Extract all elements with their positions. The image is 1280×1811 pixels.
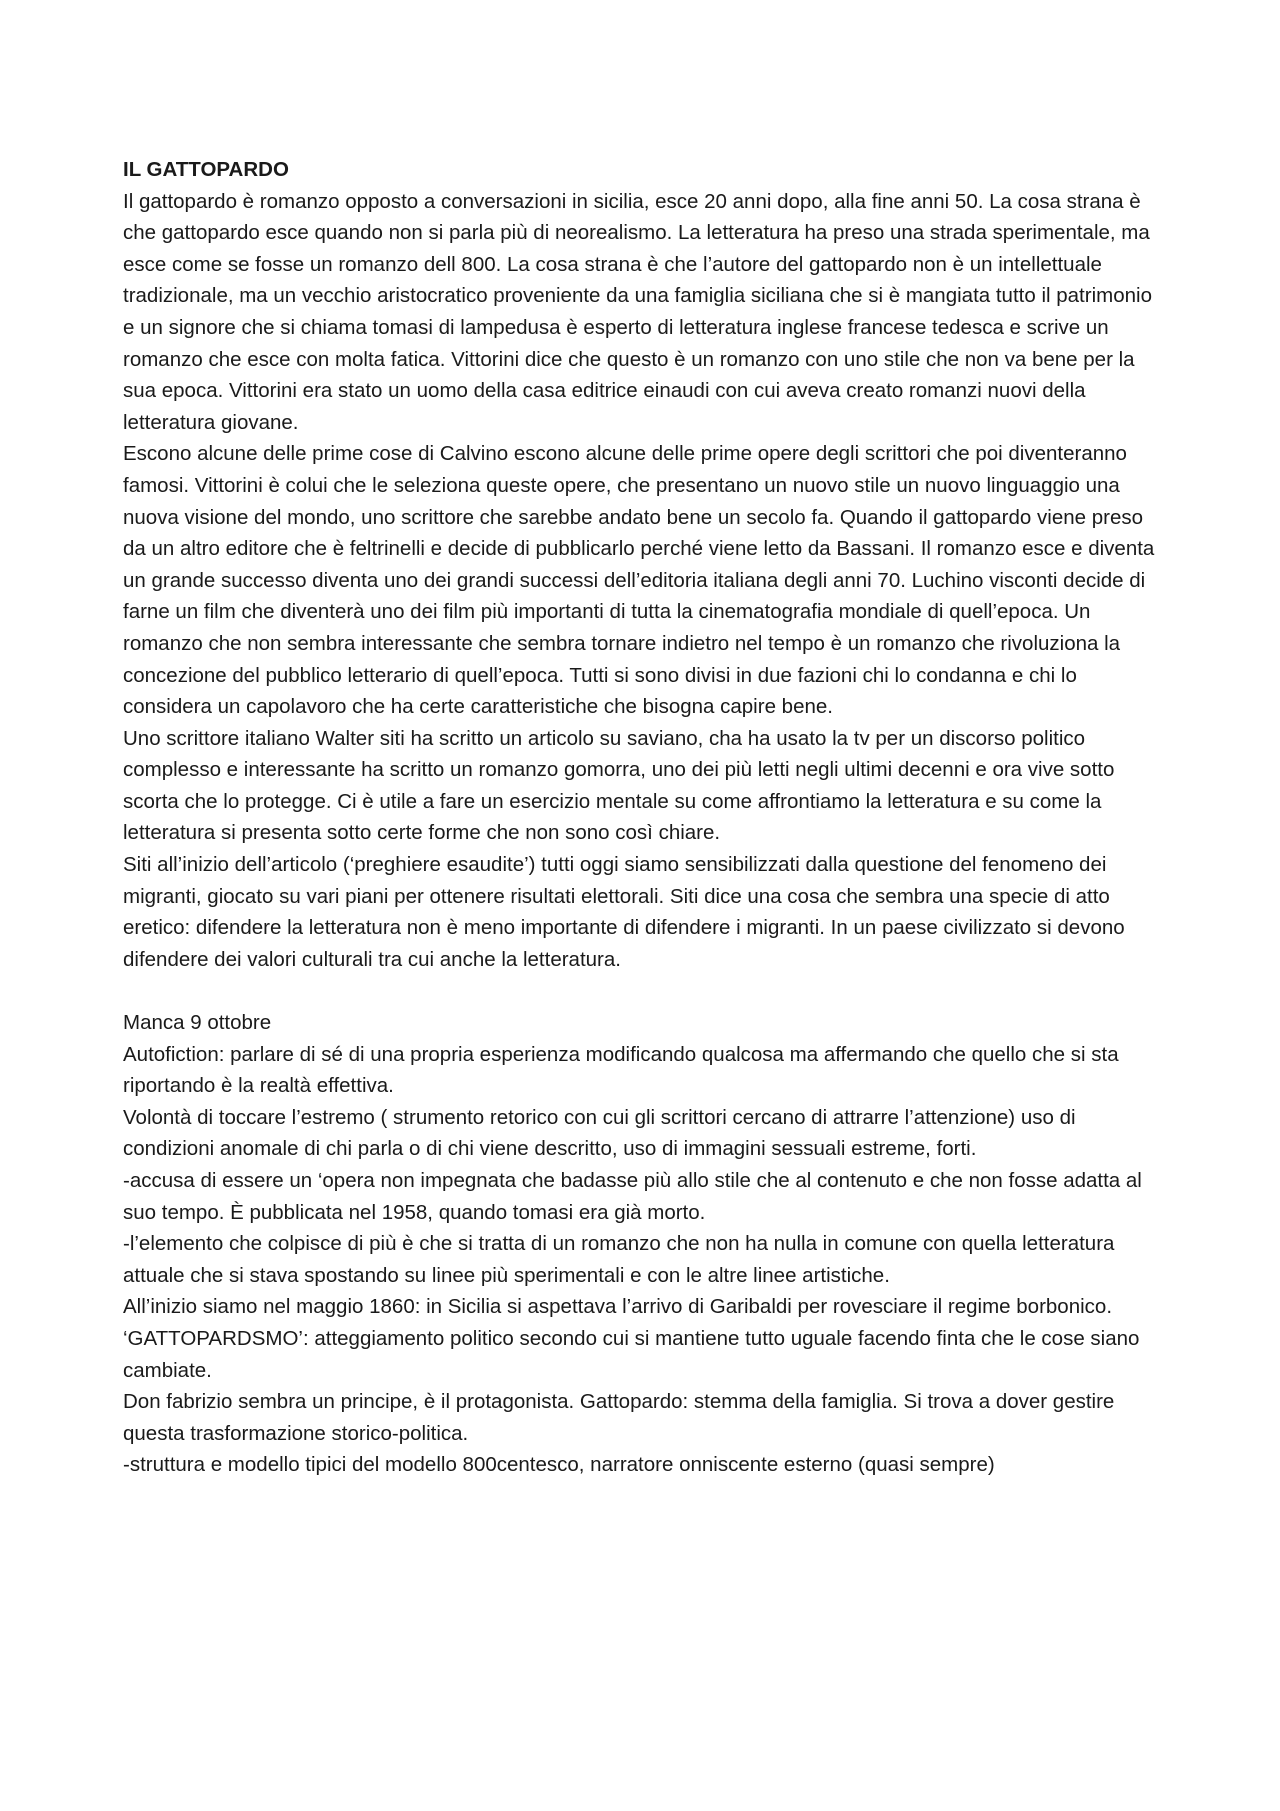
- paragraph: Siti all’inizio dell’articolo (‘preghiere esaudite’) tutti oggi siamo sensibilizzati dalla questione del fenomeno dei migranti, giocato su vari piani per ottenere risultati elettorali. Siti dice una cosa che sembra una specie di atto eretico: difendere la letteratura non è meno importante di difendere i migranti. In un paese civilizzato si devono difendere dei valori culturali tra cui anche la letteratura.: [123, 853, 1125, 971]
- paragraph: Uno scrittore italiano Walter siti ha scritto un articolo su saviano, cha ha usato la tv per un discorso politico complesso e interessante ha scritto un romanzo gomorra, uno dei più letti negli ultimi decenni e ora vive sotto scorta che lo protegge. Ci è utile a fare un esercizio mentale su come affrontiamo la letteratura e su come la letteratura si presenta sotto certe forme che non sono così chiare.: [123, 726, 1115, 845]
- paragraph: Escono alcune delle prime cose di Calvino escono alcune delle prime opere degli scrittori che poi diventeranno famosi. Vittorini è colui che le seleziona queste opere, che presentano un nuovo stile un nuovo linguaggio una nuova visione del mondo, uno scrittore che sarebbe andato bene un secolo fa. Quando il gattopardo viene preso da un altro editore che è feltrinelli e decide di pubblicarlo perché viene letto da Bassani. Il romanzo esce e diventa un grande successo diventa uno dei grandi successi dell’editoria italiana degli anni 70. Luchino visconti decide di farne un film che diventerà uno dei film più importanti di tutta la cinematografia mondiale di quell’epoca. Un romanzo che non sembra interessante che sembra tornare indietro nel tempo è un romanzo che rivoluziona la concezione del pubblico letterario di quell’epoca. Tutti si sono divisi in due fazioni chi lo condanna e chi lo considera un capolavoro che ha certe caratteristiche che bisogna capire bene.: [123, 442, 1155, 719]
- paragraph: -l’elemento che colpisce di più è che si tratta di un romanzo che non ha nulla in comune con quella letteratura attuale che si stava spostando su linee più sperimentali e con le altre linee artistiche.: [123, 1232, 1115, 1287]
- paragraph: Don fabrizio sembra un principe, è il protagonista. Gattopardo: stemma della famiglia. Si trova a dover gestire questa trasformazione storico-politica.: [123, 1390, 1115, 1445]
- paragraph: -accusa di essere un ‘opera non impegnata che badasse più allo stile che al contenuto e che non fosse adatta al suo tempo. È pubblicata nel 1958, quando tomasi era già morto.: [123, 1169, 1142, 1224]
- document-title: IL GATTOPARDO: [123, 158, 289, 181]
- paragraph: Manca 9 ottobre: [123, 1011, 272, 1035]
- paragraph: All’inizio siamo nel maggio 1860: in Sicilia si aspettava l’arrivo di Garibaldi per rovesciare il regime borbonico.: [123, 1295, 1113, 1319]
- blank-line: [123, 975, 1168, 1007]
- paragraph: Il gattopardo è romanzo opposto a conversazioni in sicilia, esce 20 anni dopo, alla fine anni 50. La cosa strana è che gattopardo esce quando non si parla più di neorealismo. La letteratura ha preso una strada sperimentale, ma esce come se fosse un romanzo dell 800. La cosa strana è che l’autore del gattopardo non è un intellettuale tradizionale, ma un vecchio aristocratico proveniente da una famiglia siciliana che si è mangiata tutto il patrimonio e un signore che si chiama tomasi di lampedusa è esperto di letteratura inglese francese tedesca e scrive un romanzo che esce con molta fatica. Vittorini dice che questo è un romanzo con uno stile che non va bene per la sua epoca. Vittorini era stato un uomo della casa editrice einaudi con cui aveva creato romanzi nuovi della letteratura giovane.: [123, 189, 1152, 434]
- document-body: [123, 154, 1168, 1481]
- paragraph: Volontà di toccare l’estremo ( strumento retorico con cui gli scrittori cercano di attrarre l’attenzione) uso di condizioni anomale di chi parla o di chi viene descritto, uso di immagini sessuali estreme, forti.: [123, 1105, 1076, 1161]
- paragraph: -struttura e modello tipici del modello 800centesco, narratore onniscente esterno (quasi sempre): [123, 1453, 995, 1477]
- paragraph: Autofiction: parlare di sé di una propria esperienza modificando qualcosa ma affermando che quello che si sta riportando è la realtà effettiva.: [123, 1042, 1119, 1098]
- paragraph: ‘GATTOPARDSMO’: atteggiamento politico secondo cui si mantiene tutto uguale facendo finta che le cose siano cambiate.: [123, 1326, 1140, 1382]
